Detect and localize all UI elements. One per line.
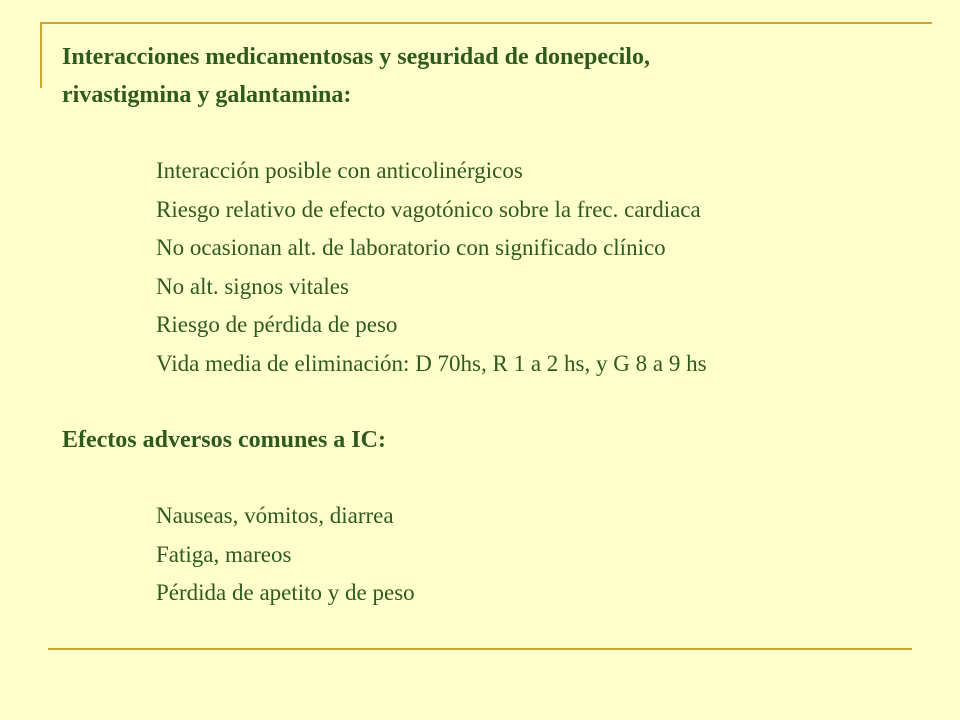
- list-item: Interacción posible con anticolinérgicos: [156, 158, 523, 183]
- spacer: [62, 459, 942, 497]
- list-item: Riesgo de pérdida de peso: [156, 312, 398, 337]
- spacer: [62, 383, 942, 421]
- slide-content: [62, 38, 942, 613]
- list-item: Vida media de eliminación: D 70hs, R 1 a 2 hs, y G 8 a 9 hs: [156, 350, 707, 376]
- list-item: Fatiga, mareos: [156, 541, 292, 567]
- left-rule: [40, 22, 42, 88]
- spacer: [62, 114, 942, 152]
- list-item: Nauseas, vómitos, diarrea: [156, 503, 394, 528]
- section2-list: [62, 497, 942, 613]
- list-item: Riesgo relativo de efecto vagotónico sobre la frec. cardiaca: [156, 196, 701, 222]
- list-item: Pérdida de apetito y de peso: [156, 580, 415, 605]
- list-item: No ocasionan alt. de laboratorio con significado clínico: [156, 235, 666, 260]
- top-rule: [40, 22, 932, 24]
- bottom-rule: [48, 648, 912, 650]
- section1-heading-line1: Interacciones medicamentosas y seguridad de donepecilo,: [62, 44, 650, 70]
- section1-heading-line2: rivastigmina y galantamina:: [62, 82, 352, 108]
- section2-heading: Efectos adversos comunes a IC:: [62, 427, 386, 453]
- list-item: No alt. signos vitales: [156, 273, 349, 299]
- section1-list: [62, 152, 942, 383]
